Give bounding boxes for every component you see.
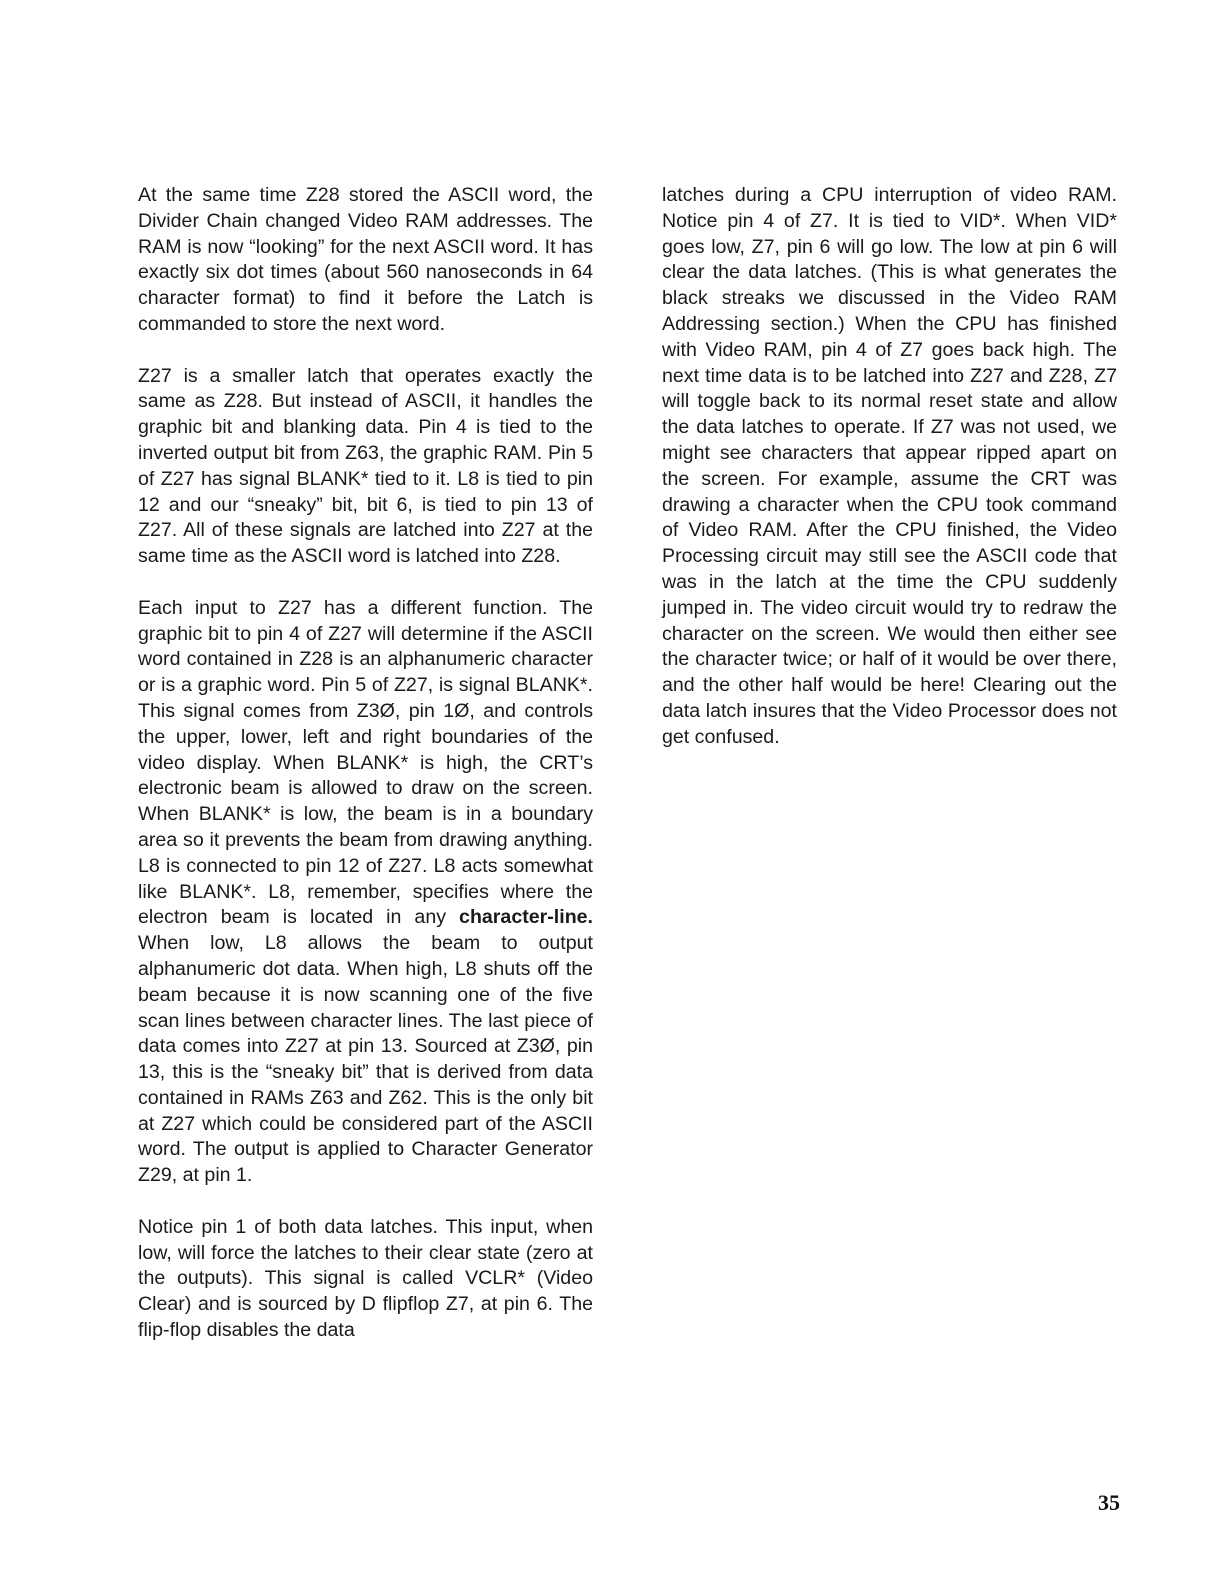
paragraph-z27-inputs-part2: When low, L8 allows the beam to output alphanumeric dot data. When high, L8 shuts off the beam because it is now scanning one of the five scan lines between character lines. The last piece of data comes into Z27 at pin 13. Sourced at Z3Ø, pin 13, this is the “sneaky bit” that is derived from data contained in RAMs Z63 and Z62. This is the only bit at Z27 which could be considered part of the ASCII word. The output is applied to Character Generator Z29, at pin 1. <box>138 932 593 1187</box>
paragraph-data-latch-clear: Notice pin 1 of both data latches. This input, when low, will force the latches to their clear state (zero at the outputs). This signal is called VCLR* (Video Clear) and is sourced by D flipflop Z7, at pin 6. The flip-flop disables the data <box>138 1215 593 1342</box>
right-column <box>662 183 1117 751</box>
paragraph-z27-inputs <box>138 596 593 1189</box>
paragraph-cpu-interruption: latches during a CPU interruption of video RAM. Notice pin 4 of Z7. It is tied to VID*. When VID* goes low, Z7, pin 6 will go low. The low at pin 6 will clear the data latches. (This is what generates the black streaks we discussed in the Video RAM Addressing section.) When the CPU has finished with Video RAM, pin 4 of Z7 goes back high. The next time data is to be latched into Z27 and Z28, Z7 will toggle back to its normal reset state and allow the data latches to operate. If Z7 was not used, we might see characters that appear ripped apart on the screen. For example, assume the CRT was drawing a character when the CPU took command of Video RAM. After the CPU finished, the Video Processing circuit may still see the ASCII code that was in the latch at the time the CPU suddenly jumped in. The video circuit would try to redraw the character on the screen. We would then either see the character twice; or half of it would be over there, and the other half would be here! Clearing out the data latch insures that the Video Processor does not get confused. <box>662 184 1117 748</box>
term-character-line: character-line. <box>459 906 593 929</box>
paragraph-z27-latch: Z27 is a smaller latch that operates exactly the same as Z28. But instead of ASCII, it handles the graphic bit and blanking data. Pin 4 is tied to the inverted output bit from Z63, the graphic RAM. Pin 5 of Z27 has signal BLANK* tied to it. L8 is tied to pin 12 and our “sneaky” bit, bit 6, is tied to pin 13 of Z27. All of these signals are latched into Z27 at the same time as the ASCII word is latched into Z28. <box>138 364 593 568</box>
left-column <box>138 183 593 1344</box>
paragraph-ascii-word-storage: At the same time Z28 stored the ASCII word, the Divider Chain changed Video RAM addresses. The RAM is now “looking” for the next ASCII word. It has exactly six dot times (about 560 nanoseconds in 64 character format) to find it before the Latch is commanded to store the next word. <box>138 184 593 335</box>
paragraph-z27-inputs-part1: Each input to Z27 has a different function. The graphic bit to pin 4 of Z27 will determine if the ASCII word contained in Z28 is an alphanumeric character or is a graphic word. Pin 5 of Z27, is signal BLANK*. This signal comes from Z3Ø, pin 1Ø, and controls the upper, lower, left and right boundaries of the video display. When BLANK* is high, the CRT’s electronic beam is allowed to draw on the screen. When BLANK* is low, the beam is in a boundary area so it prevents the beam from drawing anything. L8 is connected to pin 12 of Z27. L8 acts somewhat like BLANK*. L8, remember, specifies where the electron beam is located in any <box>138 596 593 929</box>
page-number: 35 <box>1098 1490 1120 1515</box>
